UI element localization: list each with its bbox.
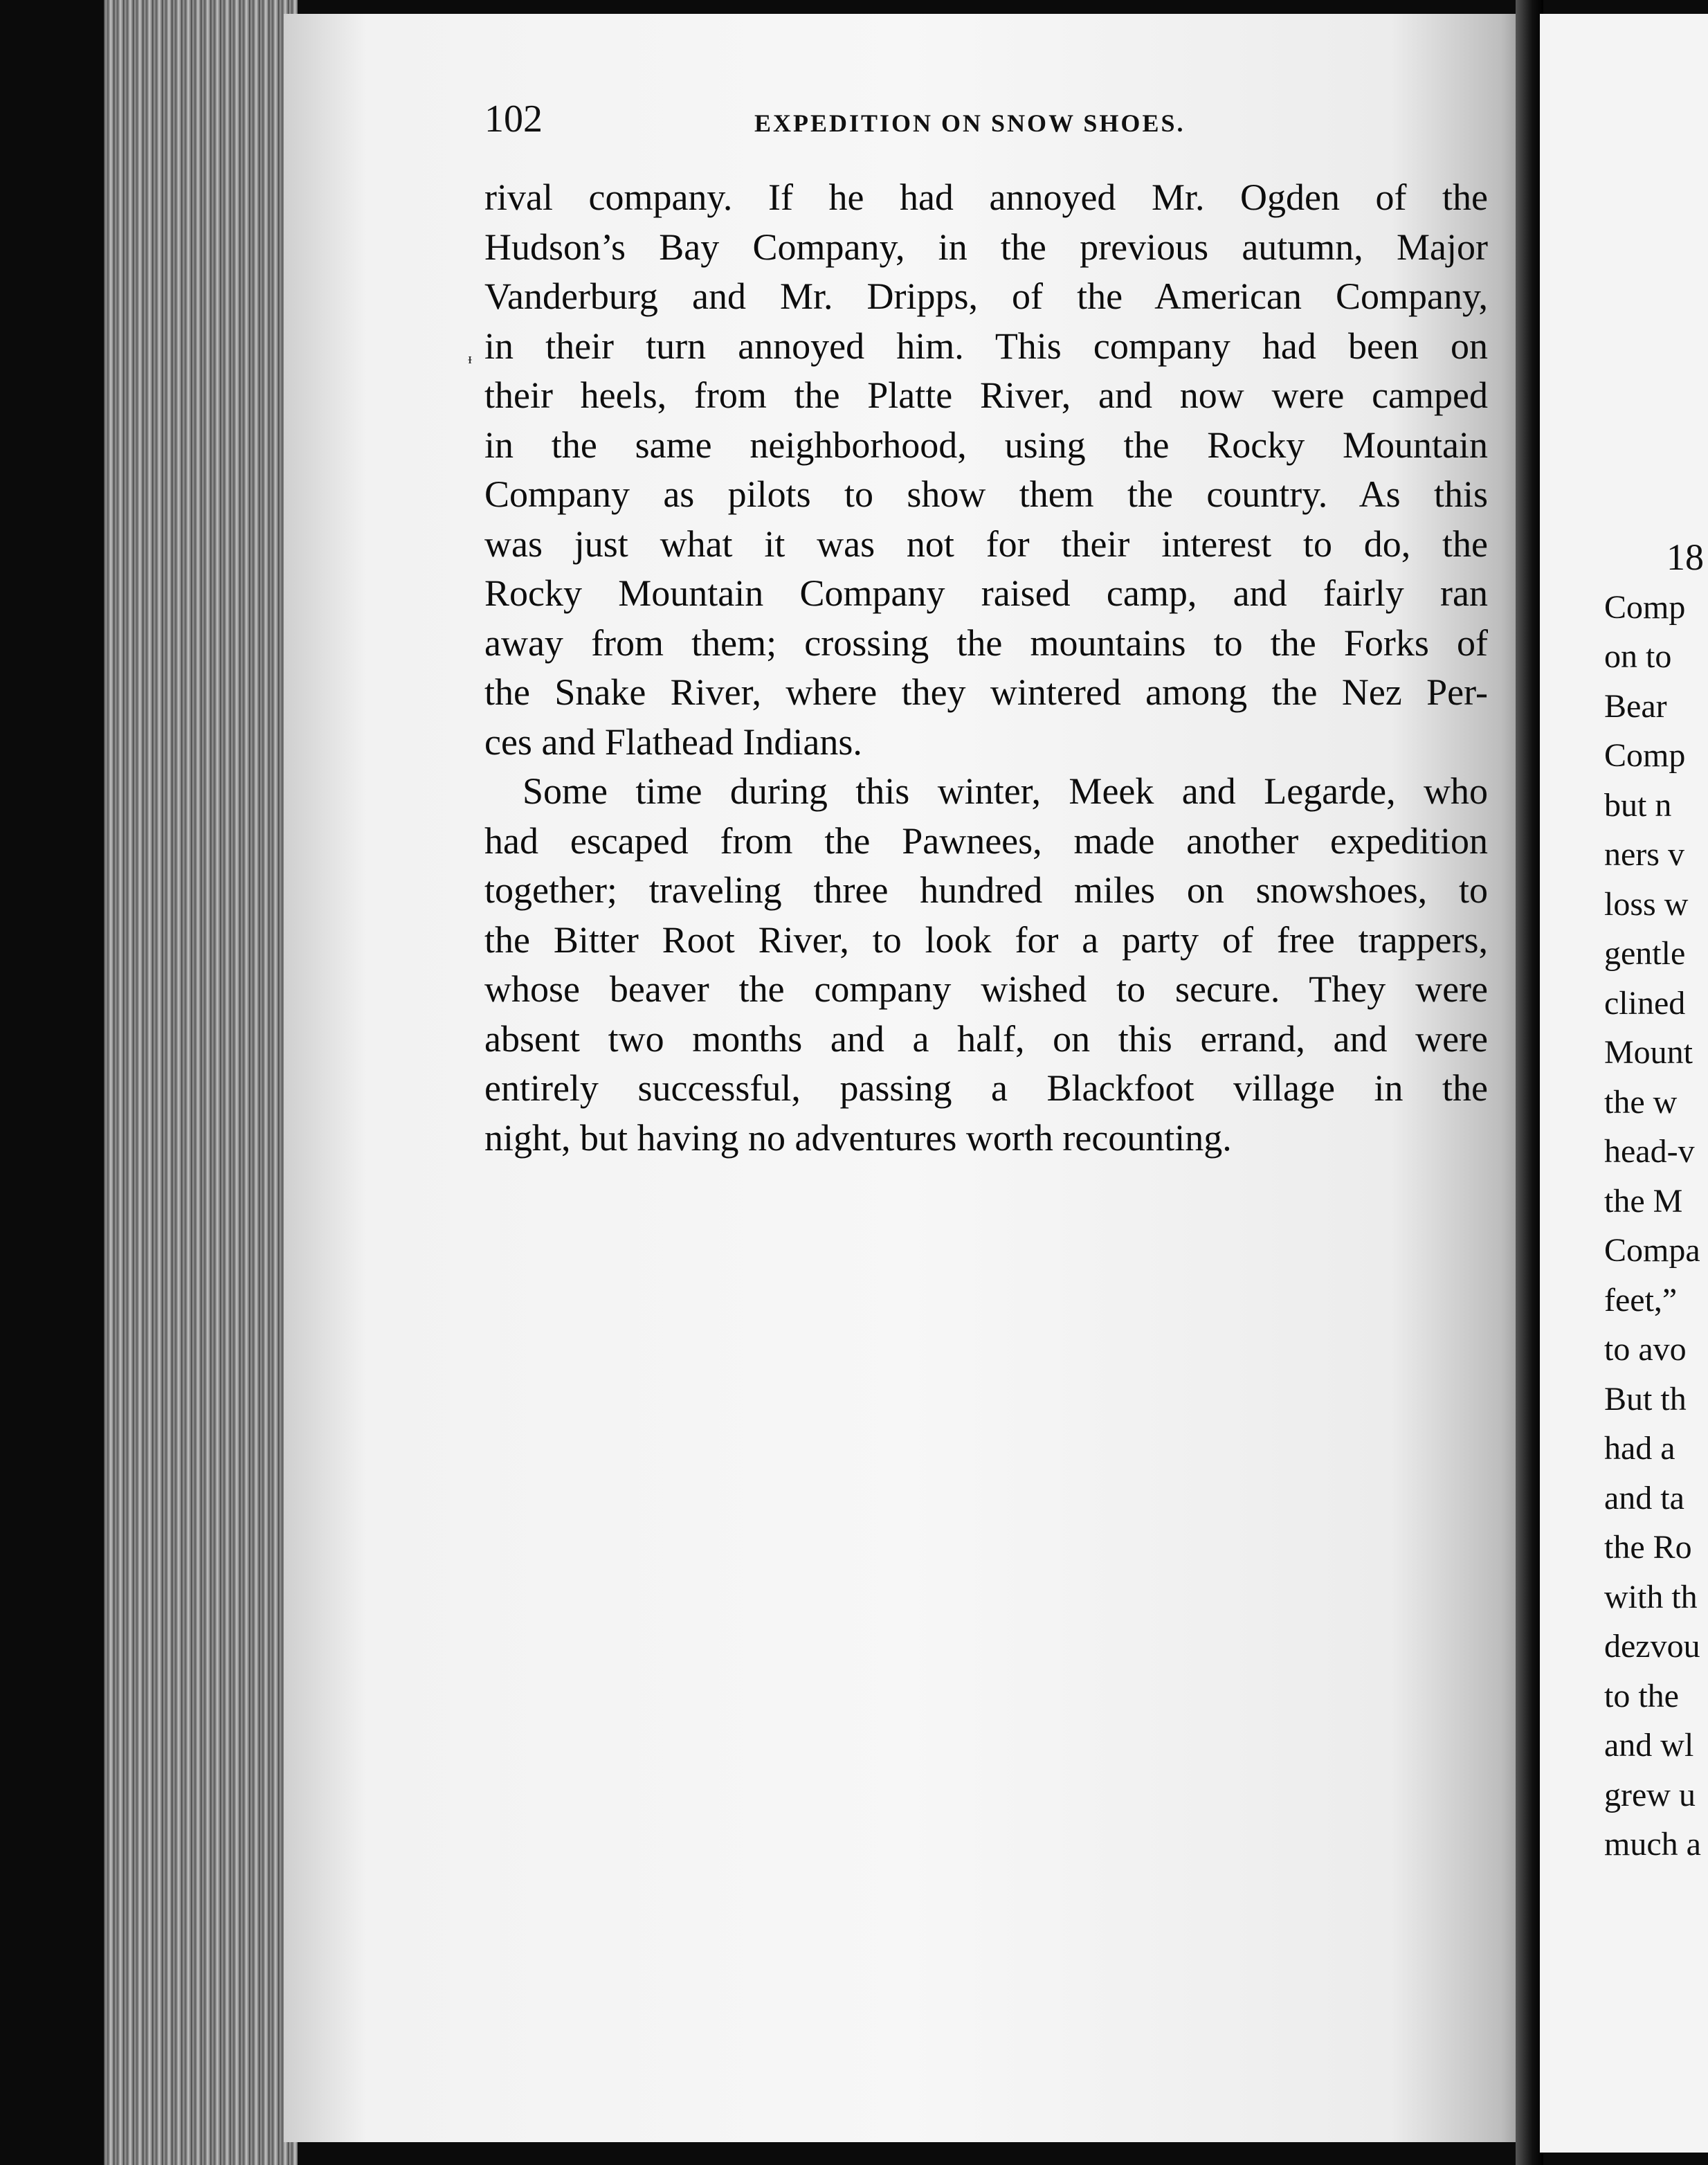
right-text-line: with th: [1604, 1578, 1698, 1615]
text-line: their heels, from the Platte River, and now were camped: [484, 374, 1488, 416]
text-line: entirely successful, passing a Blackfoot village in the: [484, 1067, 1488, 1109]
right-text-line: on to: [1604, 638, 1672, 675]
right-text-line: But th: [1604, 1380, 1687, 1417]
right-text-line: Compa: [1604, 1232, 1700, 1269]
right-text-line: and ta: [1604, 1479, 1684, 1516]
right-text-line: head-v: [1604, 1133, 1695, 1170]
text-line: together; traveling three hundred miles on snowshoes, to: [484, 869, 1488, 911]
running-head: [484, 97, 1488, 141]
right-text-line: Mount: [1604, 1034, 1693, 1071]
book-gutter: [1516, 0, 1543, 2165]
right-text-line: feet,”: [1604, 1281, 1678, 1319]
running-head-title: EXPEDITION ON SNOW SHOES.: [754, 109, 1185, 137]
right-text-line: to the: [1604, 1677, 1679, 1714]
right-text-line: to avo: [1604, 1331, 1687, 1368]
text-line: had escaped from the Pawnees, made another expedition: [484, 819, 1488, 862]
page-edge-stack: [104, 0, 298, 2165]
text-line: Company as pilots to show them the country. As this: [484, 473, 1488, 515]
right-text-line: Comp: [1604, 737, 1686, 774]
right-text-line: gentle: [1604, 935, 1686, 972]
right-text-line: the w: [1604, 1083, 1678, 1121]
right-text-line: clined: [1604, 984, 1686, 1022]
right-text-line: the M: [1604, 1182, 1683, 1220]
margin-mark: ᵻ: [468, 350, 473, 367]
right-text-line: Comp: [1604, 588, 1686, 626]
page-number: 102: [484, 98, 543, 141]
text-line: Some time during this winter, Meek and Legarde, who: [523, 770, 1488, 812]
text-line: absent two months and a half, on this errand, and were: [484, 1017, 1488, 1060]
right-text-line: ners v: [1604, 836, 1684, 873]
right-text-line: and wl: [1604, 1727, 1694, 1764]
right-text-line: the Ro: [1604, 1529, 1692, 1566]
text-line: Rocky Mountain Company raised camp, and fairly ran: [484, 572, 1488, 614]
text-line: Hudson’s Bay Company, in the previous autumn, Major: [484, 226, 1488, 268]
text-line: in their turn annoyed him. This company had been on: [484, 325, 1488, 367]
text-line: in the same neighborhood, using the Rocky Mountain: [484, 424, 1488, 466]
text-line: the Bitter Root River, to look for a party of free trappers,: [484, 918, 1488, 961]
text-line: away from them; crossing the mountains to the Forks of: [484, 622, 1488, 664]
text-line: the Snake River, where they wintered among the Nez Per-: [484, 671, 1488, 713]
right-page-text: [1604, 533, 1708, 1869]
text-line: rival company. If he had annoyed Mr. Ogden of the: [484, 176, 1488, 218]
text-line: Vanderburg and Mr. Dripps, of the American Company,: [484, 275, 1488, 317]
text-line: was just what it was not for their interest to do, the: [484, 523, 1488, 565]
right-text-line: dezvou: [1604, 1628, 1700, 1665]
text-line: whose beaver the company wished to secure. They were: [484, 968, 1488, 1010]
body-text: [484, 173, 1488, 1163]
right-text-line: Bear: [1604, 687, 1667, 725]
right-text-line: grew u: [1604, 1776, 1696, 1813]
right-text-line: much a: [1604, 1826, 1701, 1863]
right-page-number-fragment: 18: [1666, 536, 1704, 578]
right-text-line: had a: [1604, 1430, 1675, 1467]
text-line: ces and Flathead Indians.: [484, 721, 862, 763]
right-text-line: loss w: [1604, 885, 1689, 923]
text-line: night, but having no adventures worth recounting.: [484, 1116, 1232, 1159]
right-text-line: but n: [1604, 786, 1672, 824]
